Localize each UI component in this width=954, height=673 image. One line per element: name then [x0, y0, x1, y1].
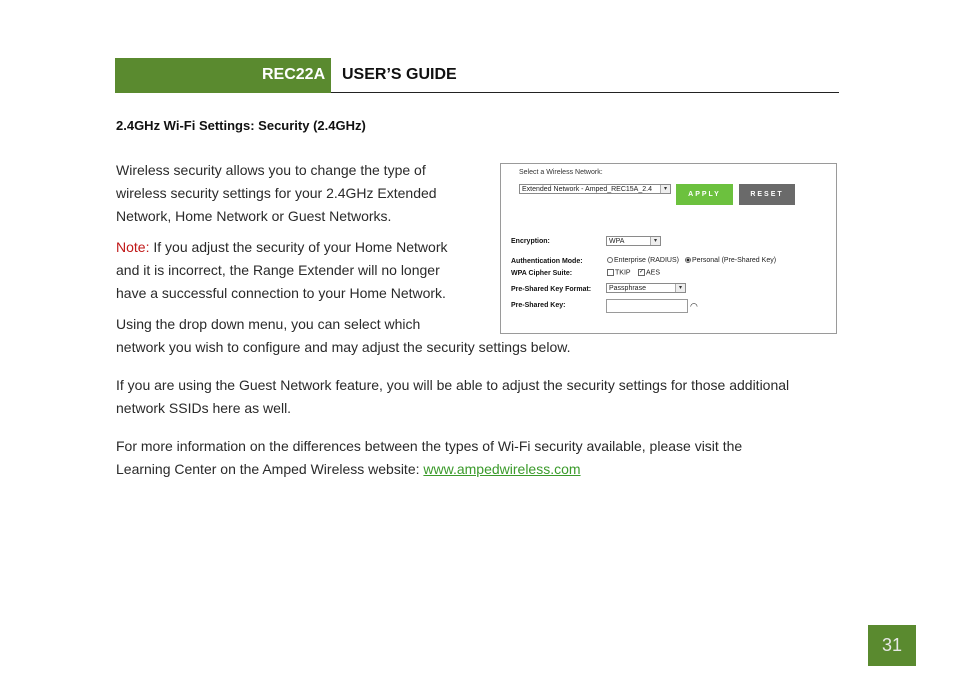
text-line: Using the drop down menu, you can select which [116, 316, 421, 332]
note-paragraph [116, 236, 447, 305]
website-link[interactable]: www.ampedwireless.com [423, 461, 581, 477]
chevron-down-icon: ▾ [675, 284, 685, 292]
text-line [116, 236, 447, 259]
page-number: 31 [868, 625, 916, 666]
select-network-label: Select a Wireless Network: [519, 169, 603, 176]
option-label: Enterprise (RADIUS) [614, 257, 679, 264]
psk-label: Pre-Shared Key: [511, 302, 566, 309]
reset-button[interactable]: RESET [739, 184, 795, 205]
model-name: REC22A [262, 66, 326, 83]
section-title: 2.4GHz Wi-Fi Settings: Security (2.4GHz) [116, 118, 366, 133]
note-text: If you adjust the security of your Home Network [149, 239, 448, 255]
text-line: If you are using the Guest Network feature, you will be able to adjust the security settings for those additional [116, 377, 790, 393]
checkbox-checked-icon: ✓ [639, 269, 645, 275]
network-select-value: Extended Network - Amped_REC15A_2.4 [522, 186, 652, 193]
text-line: have a successful connection to your Home Network. [116, 285, 446, 301]
eye-icon[interactable]: ◠ [690, 301, 698, 311]
header-rule [331, 92, 839, 93]
guest-paragraph [116, 374, 789, 420]
option-label: Personal (Pre-Shared Key) [692, 257, 777, 264]
cipher-option-aes[interactable] [638, 269, 660, 276]
auth-option-personal[interactable] [685, 257, 776, 264]
auth-mode-label: Authentication Mode: [511, 258, 583, 265]
intro-paragraph [116, 159, 437, 228]
psk-input[interactable] [606, 299, 688, 313]
text-line [116, 458, 742, 481]
text-line: For more information on the differences between the types of Wi-Fi security available, please visit the [116, 438, 743, 454]
radio-icon [607, 257, 613, 263]
radio-selected-icon [685, 257, 691, 263]
chevron-down-icon: ▾ [660, 185, 670, 193]
text-fragment: Learning Center on the Amped Wireless website: [116, 461, 424, 477]
network-select[interactable] [519, 184, 671, 194]
info-paragraph [116, 435, 742, 481]
guide-title: USER’S GUIDE [342, 66, 457, 83]
encryption-value: WPA [609, 238, 625, 245]
chevron-down-icon: ▾ [650, 237, 660, 245]
text-line: Wireless security allows you to change the type of [116, 162, 426, 178]
encryption-select[interactable] [606, 236, 661, 246]
psk-format-label: Pre-Shared Key Format: [511, 286, 592, 293]
text-line: and it is incorrect, the Range Extender will no longer [116, 262, 440, 278]
option-label: TKIP [615, 269, 631, 277]
cipher-suite-label: WPA Cipher Suite: [511, 270, 573, 277]
cipher-option-tkip[interactable] [607, 269, 631, 276]
text-line: Network, Home Network or Guest Networks. [116, 208, 392, 224]
psk-format-select[interactable] [606, 283, 686, 293]
text-line: wireless security settings for your 2.4GHz Extended [116, 185, 437, 201]
apply-button[interactable]: APPLY [676, 184, 733, 205]
psk-format-value: Passphrase [609, 285, 646, 292]
text-line: network you wish to configure and may adjust the security settings below. [116, 339, 571, 355]
auth-option-enterprise[interactable] [607, 257, 679, 264]
encryption-label: Encryption: [511, 238, 550, 245]
text-line: network SSIDs here as well. [116, 400, 292, 416]
checkbox-icon [607, 269, 614, 276]
note-label: Note: [116, 239, 150, 255]
option-label: AES [646, 269, 661, 277]
